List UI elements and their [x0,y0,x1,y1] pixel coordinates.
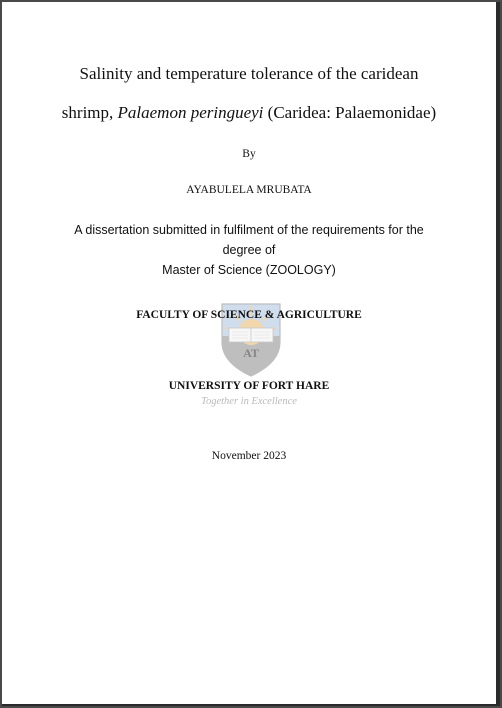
university-name: UNIVERSITY OF FORT HARE [168,380,330,392]
dissertation-statement-line-1: A dissertation submitted in fulfilment of the requirements for the [74,223,424,237]
author-name: AYABULELA MRUBATA [186,184,312,196]
document-page [2,2,500,706]
faculty-name: FACULTY OF SCIENCE & AGRICULTURE [136,309,362,321]
submission-date: November 2023 [211,450,287,462]
species-name: Palaemon peringueyi [117,103,264,122]
university-motto-watermark: Together in Excellence [201,396,297,407]
title-suffix: (Caridea: Palaemonidae) [263,103,437,122]
degree-name: Master of Science (ZOOLOGY) [162,263,336,277]
title-line-1: Salinity and temperature tolerance of the caridean [79,64,419,83]
title-line-2 [2,103,496,123]
crest-letters: AT [243,346,259,360]
title-prefix: shrimp, [61,103,118,122]
dissertation-statement-line-2: degree of [222,243,276,257]
by-label: By [242,148,256,160]
